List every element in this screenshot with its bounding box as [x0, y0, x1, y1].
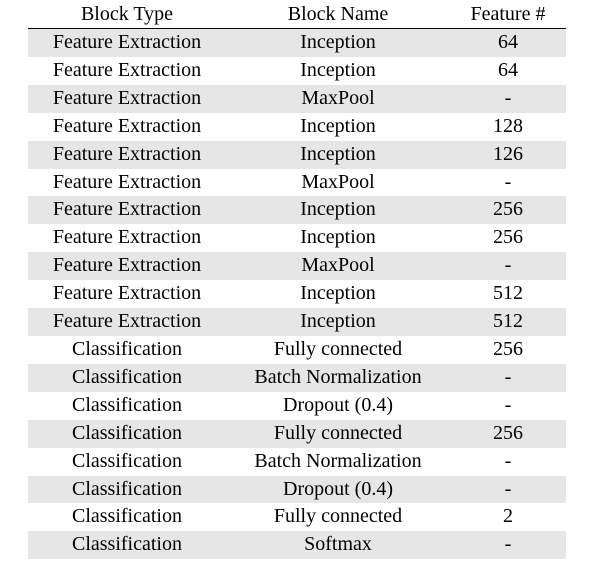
- table-row: [28, 448, 566, 476]
- cell-block-type: Feature Extraction: [52, 170, 202, 193]
- table-row: [28, 57, 566, 85]
- cell-block-type: Feature Extraction: [52, 58, 202, 81]
- table-row: [28, 169, 566, 197]
- cell-block-name: Inception: [226, 141, 450, 169]
- cell-block-name: Inception: [226, 29, 450, 57]
- architecture-table-container: [28, 0, 566, 559]
- cell-block-type: Feature Extraction: [28, 196, 226, 224]
- cell-feature-count: 126: [450, 141, 566, 169]
- table-row: [28, 336, 566, 364]
- cell-block-name: Fully connected: [273, 337, 403, 360]
- cell-block-type: Classification: [72, 505, 182, 528]
- cell-block-name: MaxPool: [226, 252, 450, 280]
- table-row: [28, 420, 566, 448]
- cell-feature-count: 256: [450, 196, 566, 224]
- cell-block-type: Feature Extraction: [52, 114, 202, 137]
- cell-feature-count: 64: [498, 58, 518, 81]
- cell-feature-count: 512: [493, 282, 523, 305]
- table-row: [28, 141, 566, 169]
- table-row: [28, 364, 566, 392]
- cell-block-type: Classification: [72, 337, 182, 360]
- table-row: [28, 280, 566, 308]
- table-row: [28, 392, 566, 420]
- table-row: [28, 196, 566, 224]
- cell-feature-count: 2: [503, 505, 513, 528]
- header-block-name: Block Name: [226, 0, 450, 29]
- cell-block-name: Fully connected: [273, 505, 403, 528]
- table-row: [28, 476, 566, 504]
- cell-block-type: Feature Extraction: [28, 141, 226, 169]
- cell-block-name: Inception: [300, 58, 376, 81]
- table-header: [28, 0, 566, 29]
- cell-block-name: Softmax: [226, 531, 450, 559]
- table-row: [28, 224, 566, 252]
- cell-block-name: Fully connected: [226, 420, 450, 448]
- cell-feature-count: 128: [493, 114, 523, 137]
- header-feature-count: Feature #: [450, 0, 566, 29]
- cell-feature-count: -: [450, 531, 566, 559]
- cell-block-type: Feature Extraction: [52, 282, 202, 305]
- table-row: [28, 113, 566, 141]
- cell-feature-count: -: [450, 476, 566, 504]
- cell-block-name: Dropout (0.4): [283, 393, 393, 416]
- cell-block-name: MaxPool: [301, 170, 375, 193]
- cell-feature-count: -: [450, 85, 566, 113]
- cell-block-type: Feature Extraction: [28, 252, 226, 280]
- cell-feature-count: -: [504, 449, 512, 472]
- header-block-type: Block Type: [28, 0, 226, 29]
- cell-block-type: Classification: [28, 476, 226, 504]
- cell-block-name: Batch Normalization: [254, 449, 422, 472]
- cell-block-type: Classification: [28, 531, 226, 559]
- cell-block-name: Inception: [300, 114, 376, 137]
- cell-block-type: Classification: [72, 449, 182, 472]
- cell-block-type: Classification: [28, 420, 226, 448]
- cell-block-name: Inception: [300, 226, 376, 249]
- table-row: [28, 29, 566, 57]
- table-row: [28, 252, 566, 280]
- cell-feature-count: 256: [493, 337, 523, 360]
- cell-block-name: MaxPool: [226, 85, 450, 113]
- header-row: [28, 0, 566, 29]
- cell-block-type: Feature Extraction: [28, 29, 226, 57]
- cell-block-name: Inception: [300, 282, 376, 305]
- cell-feature-count: 256: [493, 226, 523, 249]
- cell-feature-count: -: [450, 364, 566, 392]
- cell-block-type: Feature Extraction: [28, 85, 226, 113]
- cell-feature-count: 64: [450, 29, 566, 57]
- table-row: [28, 531, 566, 559]
- cell-block-type: Feature Extraction: [28, 308, 226, 336]
- table-body: [28, 29, 566, 560]
- cell-block-type: Feature Extraction: [52, 226, 202, 249]
- cell-block-type: Classification: [72, 393, 182, 416]
- table-row: [28, 308, 566, 336]
- cell-block-name: Batch Normalization: [226, 364, 450, 392]
- cell-feature-count: -: [504, 393, 512, 416]
- cell-feature-count: 512: [450, 308, 566, 336]
- architecture-table: [28, 0, 566, 559]
- cell-feature-count: -: [450, 252, 566, 280]
- cell-feature-count: 256: [450, 420, 566, 448]
- cell-block-name: Inception: [226, 308, 450, 336]
- table-row: [28, 503, 566, 531]
- cell-block-type: Classification: [28, 364, 226, 392]
- cell-feature-count: -: [504, 170, 512, 193]
- cell-block-name: Dropout (0.4): [226, 476, 450, 504]
- cell-block-name: Inception: [226, 196, 450, 224]
- table-row: [28, 85, 566, 113]
